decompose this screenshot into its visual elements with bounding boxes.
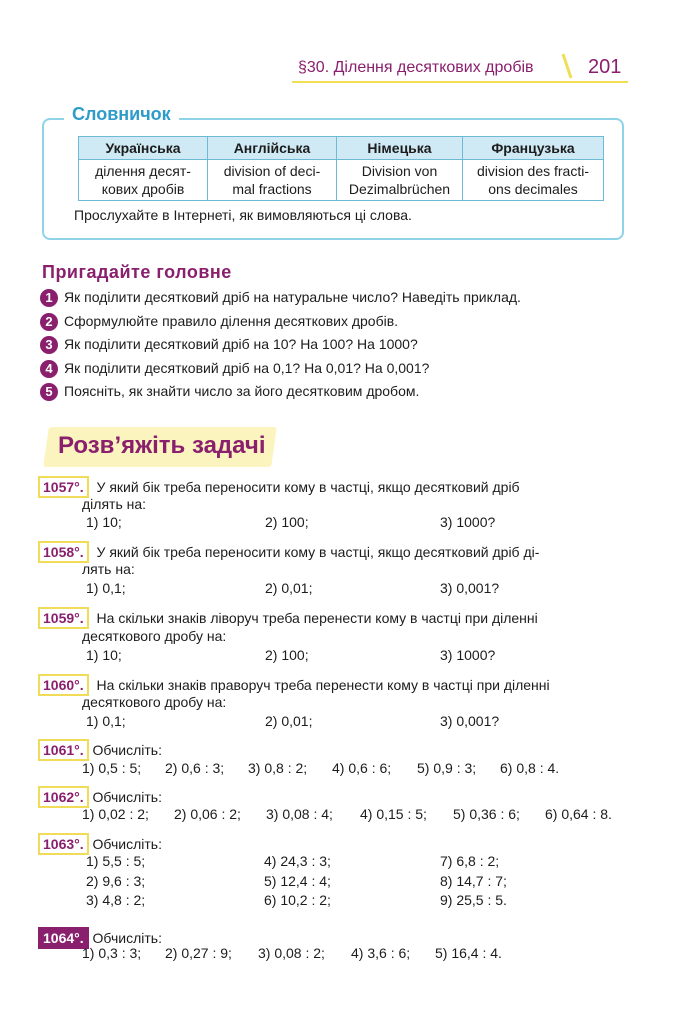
problem-number: 1062°. (38, 786, 89, 808)
answer-2: 2) 0,01; (265, 713, 313, 729)
problem-number: 1063°. (38, 833, 89, 855)
problem-label: Обчисліть: (92, 836, 162, 852)
answer-3: 3) 1000? (440, 647, 496, 663)
vocabulary-title: Словничок (64, 104, 179, 125)
problem-1059-text2: десяткового дробу на: (82, 628, 227, 644)
recall-item-2 (40, 313, 398, 331)
answer-1: 1) 10; (86, 647, 122, 663)
problem-text: На скільки знаків праворуч треба перенести кому в частці при діленні (96, 677, 550, 693)
item-6: 6) 0,64 : 8. (545, 806, 612, 822)
item-8: 8) 14,7 : 7; (440, 873, 507, 889)
problem-text: На скільки знаків ліворуч треба перенести кому в частці при діленні (96, 610, 538, 626)
item-4: 4) 0,15 : 5; (360, 806, 427, 822)
term-french (463, 160, 604, 201)
item-1: 1) 5,5 : 5; (86, 853, 146, 869)
header-divider-slash (560, 52, 574, 80)
recall-number: 3 (40, 336, 58, 354)
term-french-line1: division des fracti- (476, 163, 590, 179)
problem-number: 1064°. (38, 927, 89, 949)
term-german-line2: Dezimalbrüchen (348, 181, 451, 197)
item-4: 4) 0,6 : 6; (332, 760, 392, 776)
term-english (208, 160, 337, 201)
item-4: 4) 3,6 : 6; (351, 945, 411, 961)
item-1: 1) 0,02 : 2; (82, 806, 149, 822)
page-number: 201 (588, 56, 622, 78)
item-2: 2) 0,27 : 9; (165, 945, 232, 961)
column-ukrainian: Українська (79, 137, 208, 160)
answer-1: 1) 10; (86, 514, 122, 530)
answer-3: 3) 1000? (440, 514, 496, 530)
problem-1057-text2: ділять на: (82, 496, 147, 512)
problem-label: Обчисліть: (92, 930, 162, 946)
running-header-title: §30. Ділення десяткових дробів (298, 59, 534, 76)
item-3: 3) 4,8 : 2; (86, 892, 146, 908)
recall-number: 2 (40, 313, 58, 331)
recall-item-5 (40, 383, 419, 401)
item-2: 2) 0,6 : 3; (165, 760, 225, 776)
term-english-line1: division of deci- (223, 163, 321, 179)
item-4: 4) 24,3 : 3; (264, 853, 331, 869)
problem-label: Обчисліть: (92, 789, 162, 805)
item-2: 2) 0,06 : 2; (174, 806, 241, 822)
term-ukrainian-line1: ділення десят- (95, 163, 191, 179)
recall-title: Пригадайте головне (42, 262, 232, 282)
term-german-line1: Division von (361, 163, 438, 179)
item-9: 9) 25,5 : 5. (440, 892, 507, 908)
item-3: 3) 0,08 : 2; (258, 945, 325, 961)
term-french-line2: ons decimales (488, 181, 578, 197)
item-5: 5) 16,4 : 4. (435, 945, 502, 961)
recall-number: 1 (40, 289, 58, 307)
recall-item-1 (40, 289, 521, 307)
problem-number: 1061°. (38, 739, 89, 761)
recall-item-3 (40, 336, 418, 354)
answer-1: 1) 0,1; (86, 713, 126, 729)
vocabulary-note: Прослухайте в Інтернеті, як вимовляються ці слова. (74, 207, 412, 223)
recall-text: Як поділити десятковий дріб на натуральне число? Наведіть приклад. (64, 289, 521, 305)
item-1: 1) 0,5 : 5; (82, 760, 142, 776)
recall-text: Сформулюйте правило ділення десяткових дробів. (64, 313, 399, 329)
answer-2: 2) 0,01; (265, 580, 313, 596)
problem-1063 (38, 833, 162, 855)
vocabulary-table (78, 136, 604, 201)
answer-2: 2) 100; (265, 514, 309, 530)
item-1: 1) 0,3 : 3; (82, 945, 142, 961)
vocabulary-row (79, 160, 604, 201)
problem-1059 (42, 607, 626, 629)
problem-number: 1057°. (38, 476, 89, 498)
item-3: 3) 0,08 : 4; (266, 806, 333, 822)
problem-number: 1060°. (38, 674, 89, 696)
problem-1062 (38, 786, 162, 808)
recall-text: Як поділити десятковий дріб на 0,1? На 0,01? На 0,001? (64, 360, 430, 376)
item-3: 3) 0,8 : 2; (248, 760, 308, 776)
recall-item-4 (40, 360, 429, 378)
recall-text: Як поділити десятковий дріб на 10? На 100? На 1000? (64, 336, 418, 352)
problem-label: Обчисліть: (92, 742, 162, 758)
answer-1: 1) 0,1; (86, 580, 126, 596)
item-5: 5) 12,4 : 4; (264, 873, 331, 889)
answer-3: 3) 0,001? (440, 713, 500, 729)
term-ukrainian (79, 160, 208, 201)
problem-text: У який бік треба переносити кому в частці, якщо десятковий дріб (96, 479, 520, 495)
item-6: 6) 10,2 : 2; (264, 892, 331, 908)
column-english: Англійська (208, 137, 337, 160)
problem-number: 1058°. (38, 541, 89, 563)
term-english-line2: mal fractions (232, 181, 312, 197)
item-6: 6) 0,8 : 4. (500, 760, 560, 776)
solve-title: Розв’яжіть задачі (58, 432, 266, 459)
recall-text: Поясніть, як знайти число за його десятковим дробом. (64, 383, 420, 399)
item-5: 5) 0,36 : 6; (453, 806, 520, 822)
problem-text: У який бік треба переносити кому в частці, якщо десятковий дріб ді- (96, 544, 540, 560)
problem-1061 (38, 739, 162, 761)
term-german (337, 160, 463, 201)
item-7: 7) 6,8 : 2; (440, 853, 500, 869)
problem-number: 1059°. (38, 607, 89, 629)
item-2: 2) 9,6 : 3; (86, 873, 146, 889)
recall-number: 4 (40, 360, 58, 378)
problem-1060-text2: десяткового дробу на: (82, 694, 227, 710)
item-5: 5) 0,9 : 3; (417, 760, 477, 776)
term-ukrainian-line2: кових дробів (101, 181, 185, 197)
header-rule (292, 81, 628, 83)
answer-2: 2) 100; (265, 647, 309, 663)
column-french: Французька (463, 137, 604, 160)
vocabulary-header-row (79, 137, 604, 160)
problem-1058-text2: лять на: (82, 561, 135, 577)
recall-number: 5 (40, 383, 58, 401)
answer-3: 3) 0,001? (440, 580, 500, 596)
column-german: Німецька (337, 137, 463, 160)
